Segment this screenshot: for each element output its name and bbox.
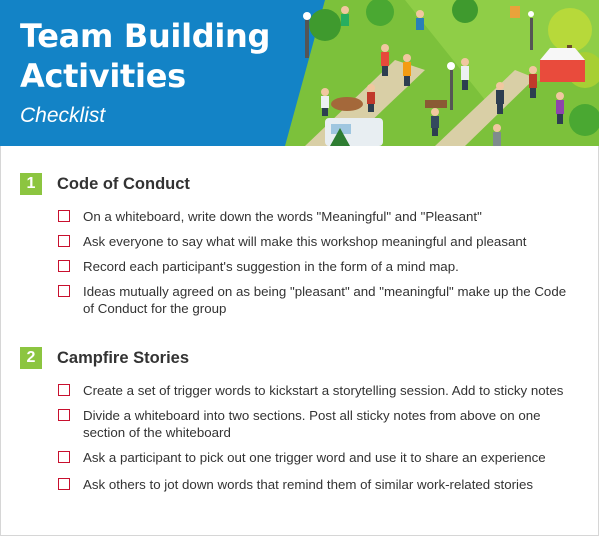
checklist — [20, 208, 590, 317]
section-header — [20, 347, 590, 371]
checklist-item-text: Ideas mutually agreed on as being "pleasant" and "meaningful" make up the Code of Conduct for the group — [83, 284, 567, 316]
checkbox[interactable] — [58, 260, 70, 272]
header-banner — [0, 0, 599, 146]
section-number-badge: 1 — [20, 173, 42, 195]
section-header — [20, 173, 590, 197]
page-subtitle: Checklist — [20, 104, 106, 127]
checklist-item-text: Ask others to jot down words that remind them of similar work-related stories — [83, 477, 534, 492]
park-illustration — [285, 0, 599, 146]
section-campfire-stories — [20, 347, 590, 493]
checklist-item — [20, 283, 580, 317]
checklist-item — [20, 476, 580, 493]
checkbox[interactable] — [58, 235, 70, 247]
checklist-item-text: Divide a whiteboard into two sections. Post all sticky notes from above on one section of the whiteboard — [83, 408, 541, 440]
section-title: Campfire Stories — [57, 349, 190, 367]
checklist-item — [20, 233, 580, 250]
checkbox[interactable] — [58, 210, 70, 222]
section-title: Code of Conduct — [57, 175, 190, 193]
checkbox[interactable] — [58, 409, 70, 421]
title-line-2: Activities — [20, 57, 186, 95]
checklist-item — [20, 449, 580, 466]
section-code-of-conduct — [20, 173, 590, 317]
section-number-badge: 2 — [20, 347, 42, 369]
checkbox[interactable] — [58, 384, 70, 396]
checkbox[interactable] — [58, 285, 70, 297]
checklist-item-text: Ask a participant to pick out one trigger word and use it to share an experience — [83, 450, 546, 465]
checklist-item-text: Create a set of trigger words to kickstart a storytelling session. Add to sticky notes — [83, 383, 564, 398]
page-title — [20, 16, 270, 96]
checklist-item-text: On a whiteboard, write down the words "Meaningful" and "Pleasant" — [83, 209, 482, 224]
checkbox[interactable] — [58, 478, 70, 490]
checklist-item — [20, 382, 580, 399]
checklist-item — [20, 208, 580, 225]
checklist — [20, 382, 590, 493]
checklist-item-text: Record each participant's suggestion in the form of a mind map. — [83, 259, 459, 274]
title-line-1: Team Building — [20, 17, 271, 55]
checklist-item — [20, 407, 580, 441]
checkbox[interactable] — [58, 451, 70, 463]
checklist-item — [20, 258, 580, 275]
checklist-item-text: Ask everyone to say what will make this workshop meaningful and pleasant — [83, 234, 527, 249]
